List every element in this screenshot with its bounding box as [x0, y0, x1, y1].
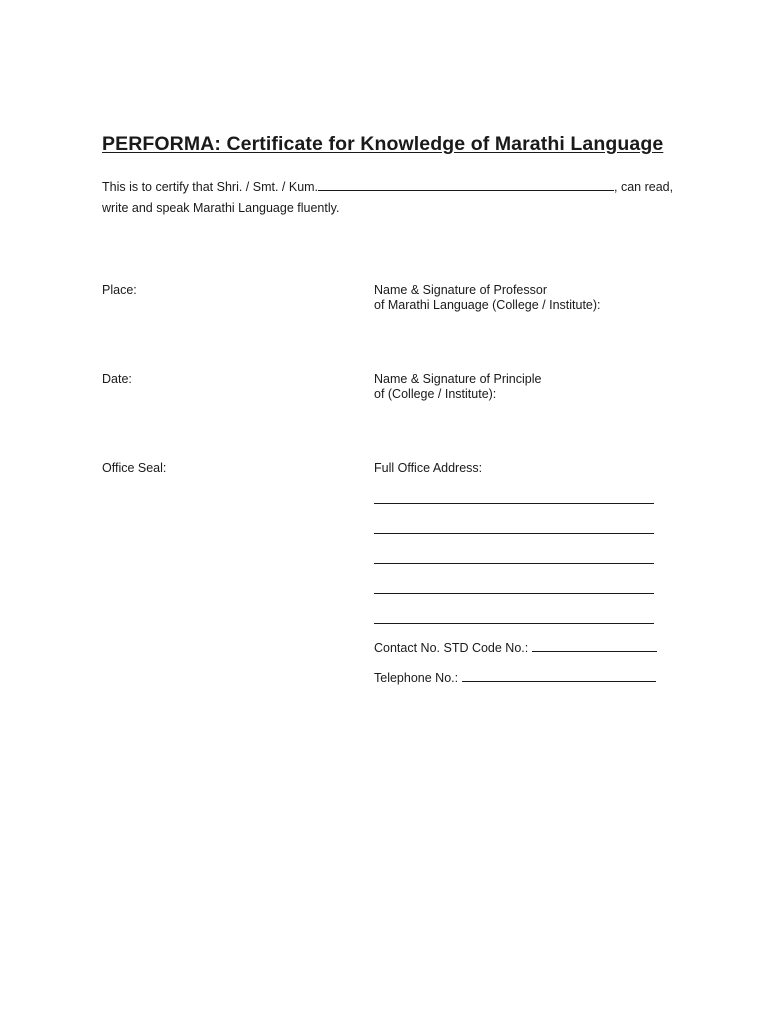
date-label: Date:: [102, 372, 132, 386]
office-seal-label: Office Seal:: [102, 461, 167, 475]
telephone-row: [374, 670, 656, 686]
professor-signature-line-1: Name & Signature of Professor: [374, 283, 547, 297]
principal-signature-label: [374, 372, 541, 402]
contact-std-code-row: [374, 640, 657, 656]
certify-statement-line-1: [102, 179, 673, 194]
address-line-2-field[interactable]: [374, 533, 654, 534]
address-line-1-field[interactable]: [374, 503, 654, 504]
certify-statement-line-2: write and speak Marathi Language fluently.: [102, 201, 340, 215]
certify-suffix: , can read,: [614, 180, 674, 194]
certify-prefix: This is to certify that Shri. / Smt. / Kum.: [102, 180, 319, 194]
telephone-label: Telephone No.:: [374, 671, 459, 685]
address-line-4-field[interactable]: [374, 593, 654, 594]
professor-signature-label: [374, 283, 601, 313]
address-line-5-field[interactable]: [374, 623, 654, 624]
std-code-field[interactable]: [532, 640, 657, 652]
address-line-3-field[interactable]: [374, 563, 654, 564]
candidate-name-field[interactable]: [318, 179, 614, 191]
telephone-field[interactable]: [462, 670, 656, 682]
full-office-address-label: Full Office Address:: [374, 461, 483, 475]
principal-signature-line-2: of (College / Institute):: [374, 387, 497, 401]
place-label: Place:: [102, 283, 137, 297]
principal-signature-line-1: Name & Signature of Principle: [374, 372, 542, 386]
document-title: PERFORMA: Certificate for Knowledge of Marathi Language: [102, 133, 664, 155]
contact-std-code-label: Contact No. STD Code No.:: [374, 641, 529, 655]
professor-signature-line-2: of Marathi Language (College / Institute):: [374, 298, 601, 312]
